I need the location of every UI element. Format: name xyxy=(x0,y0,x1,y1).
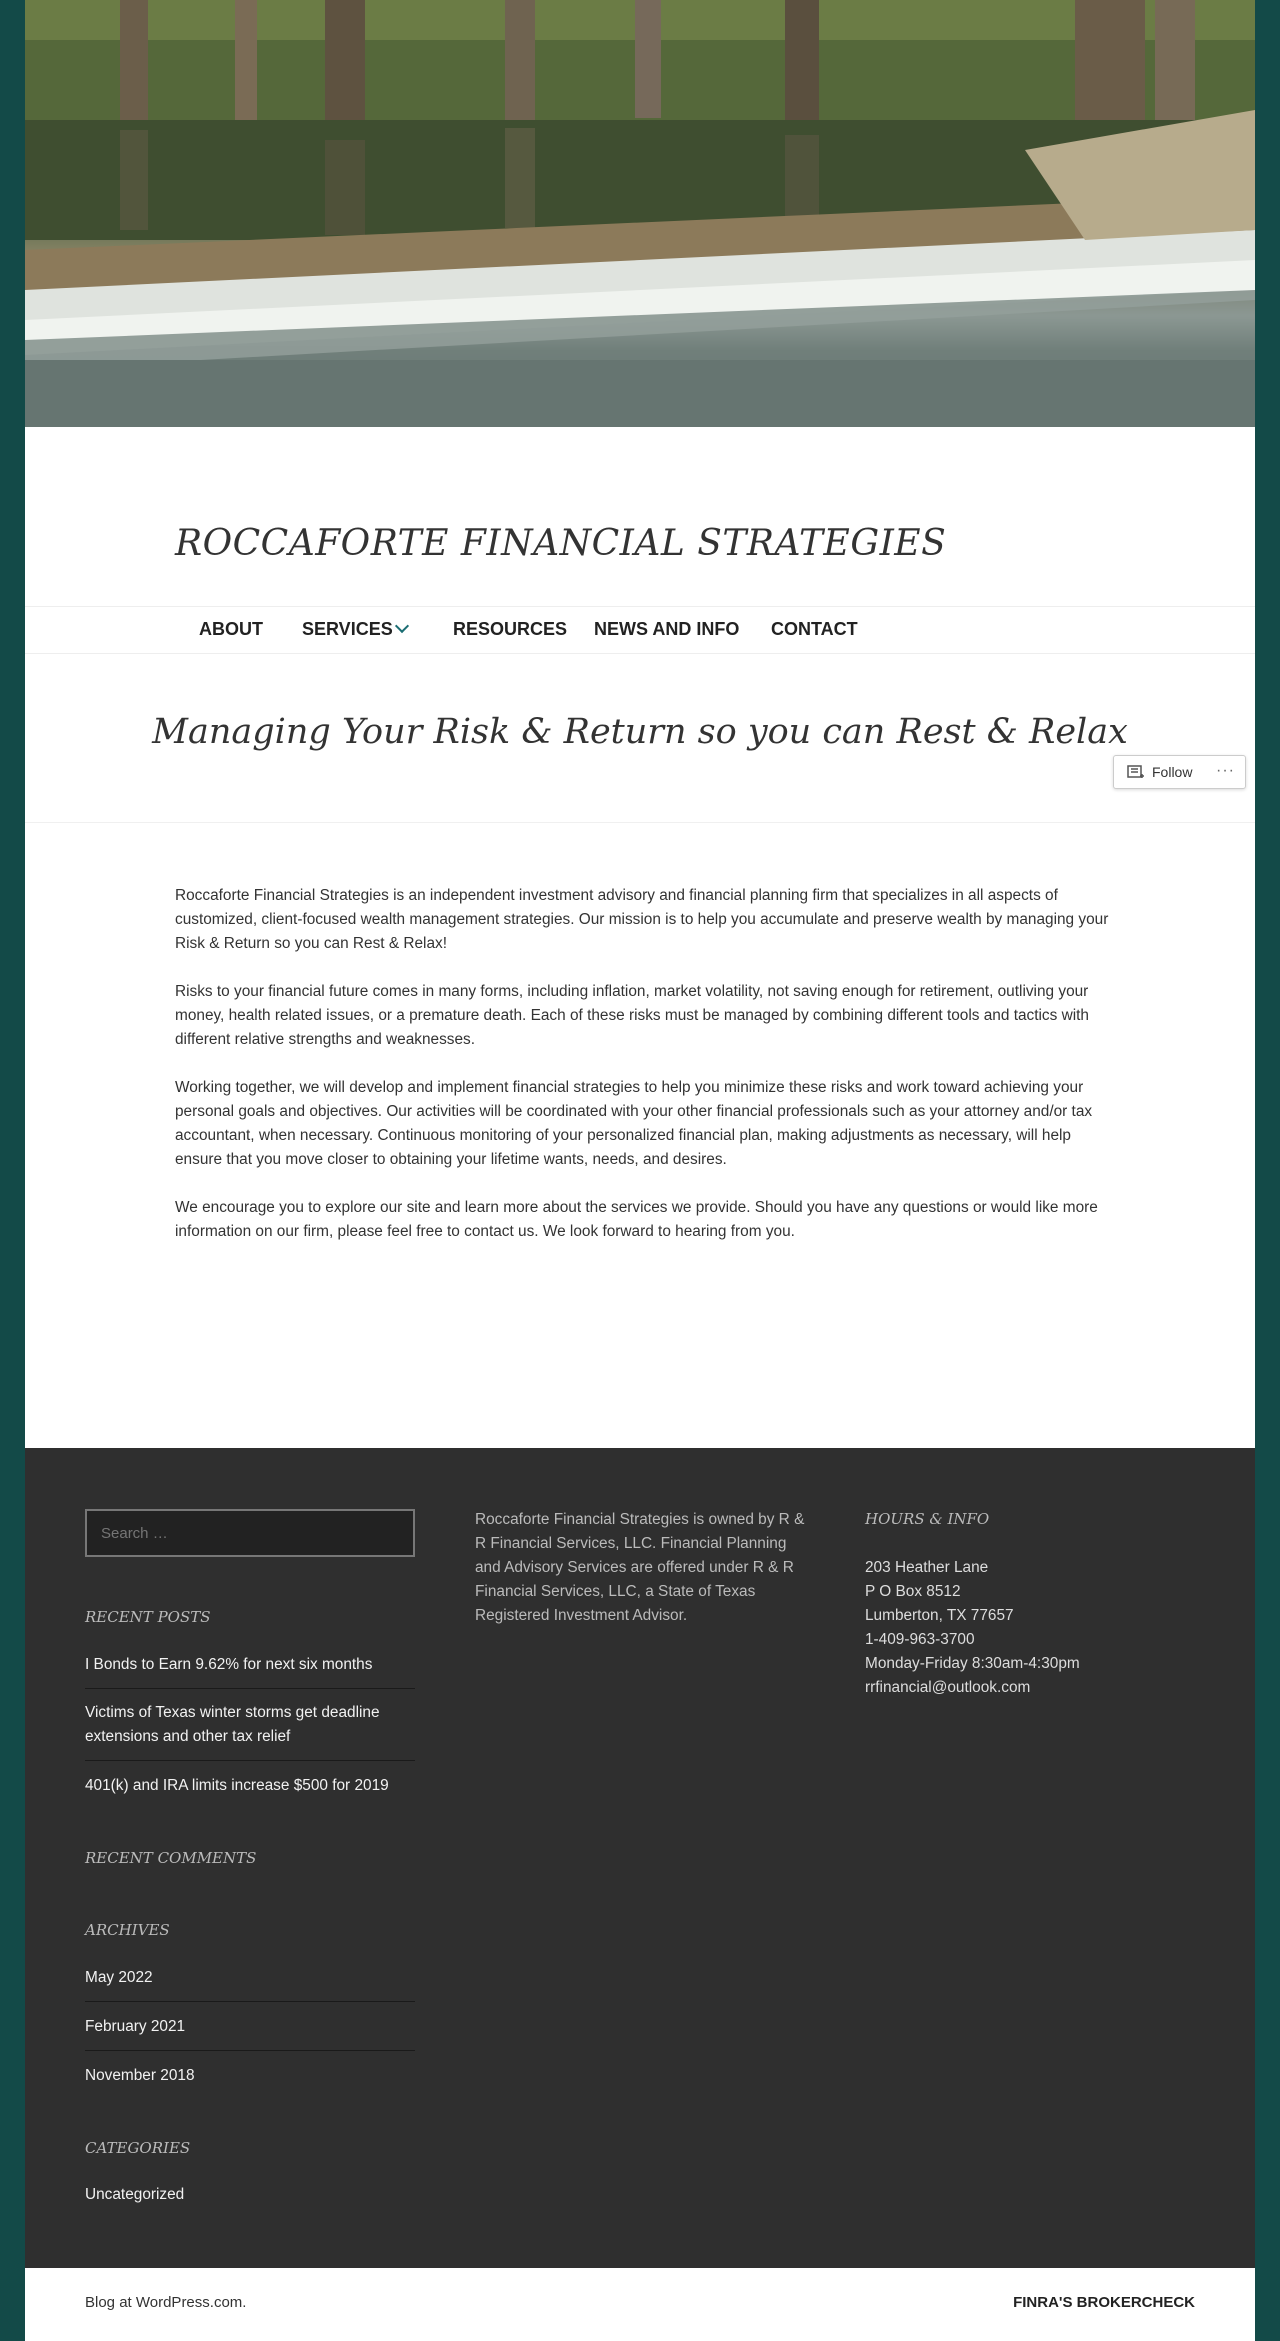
site-title[interactable]: ROCCAFORTE FINANCIAL STRATEGIES xyxy=(175,523,947,564)
address-line: P O Box 8512 xyxy=(865,1583,961,1600)
archive-link[interactable]: May 2022 xyxy=(85,1969,153,1986)
archive-link[interactable]: November 2018 xyxy=(85,2067,195,2084)
header-image xyxy=(25,0,1255,427)
recent-post-link[interactable]: 401(k) and IRA limits increase $500 for 2019 xyxy=(85,1777,389,1794)
recent-post-link[interactable]: Victims of Texas winter storms get deadline extensions and other tax relief xyxy=(85,1704,380,1745)
footer-widgets xyxy=(25,1448,1255,2268)
category-link[interactable]: Uncategorized xyxy=(85,2186,185,2203)
reader-follow-icon xyxy=(1127,765,1145,780)
wordpress-credit-link[interactable]: Blog at WordPress.com. xyxy=(85,2294,247,2311)
chevron-down-icon[interactable] xyxy=(395,619,409,633)
email-address: rrfinancial@outlook.com xyxy=(865,1679,1031,1696)
waterfall-landscape-image xyxy=(25,0,1255,427)
divider xyxy=(85,1760,415,1761)
nav-item-contact[interactable]: CONTACT xyxy=(771,619,858,639)
follow-button[interactable] xyxy=(1113,755,1246,789)
address-line: Lumberton, TX 77657 xyxy=(865,1607,1014,1624)
page-container xyxy=(25,0,1255,2341)
hours-info-title: HOURS & INFO xyxy=(865,1510,990,1528)
divider xyxy=(25,822,1255,823)
more-options-icon[interactable]: ··· xyxy=(1216,762,1235,779)
nav-item-news-and-info[interactable]: NEWS AND INFO xyxy=(594,619,740,639)
archive-link[interactable]: February 2021 xyxy=(85,2018,186,2035)
phone-number: 1-409-963-3700 xyxy=(865,1631,975,1648)
finra-brokercheck-link[interactable]: FINRA'S BROKERCHECK xyxy=(1013,2294,1195,2311)
archives-title: ARCHIVES xyxy=(85,1921,170,1939)
content-paragraph: Roccaforte Financial Strategies is an independent investment advisory and financial planning firm that specializes in all aspects of customized, client-focused wealth management strategies. Our mission is to help you accumulate and preserve wealth by managing your Risk & Return so you can Rest & Relax! xyxy=(175,887,1109,952)
page-title: Managing Your Risk & Return so you can Rest & Relax xyxy=(152,712,1128,752)
about-text: Roccaforte Financial Strategies is owned by R & R Financial Services, LLC. Financial Planning and Advisory Services are offered under R & R Financial Services, LLC, a State of Texas Registered Investment Advisor. xyxy=(475,1511,805,1624)
nav-item-services[interactable]: SERVICES xyxy=(302,619,393,639)
content-paragraph: We encourage you to explore our site and learn more about the services we provide. Should you have any questions or would like more information on our firm, please feel free to contact us. We look forward to hearing from you. xyxy=(175,1199,1098,1240)
main-navigation xyxy=(25,606,1255,654)
nav-item-about[interactable]: ABOUT xyxy=(199,619,263,639)
divider xyxy=(85,1688,415,1689)
search-input[interactable] xyxy=(85,1509,415,1557)
address-line: 203 Heather Lane xyxy=(865,1559,989,1576)
recent-posts-title: RECENT POSTS xyxy=(85,1608,211,1626)
divider xyxy=(85,2001,415,2002)
business-hours: Monday-Friday 8:30am-4:30pm xyxy=(865,1655,1080,1672)
content-paragraph: Working together, we will develop and implement financial strategies to help you minimize these risks and work toward achieving your personal goals and objectives. Our activities will be coordinated with your other financial professionals such as your attorney and/or tax accountant, when necessary. Continuous monitoring of your personalized financial plan, making adjustments as necessary, will help ensure that you move closer to obtaining your lifetime wants, needs, and desires. xyxy=(175,1079,1093,1168)
follow-label: Follow xyxy=(1152,764,1193,780)
categories-title: CATEGORIES xyxy=(85,2139,191,2157)
divider xyxy=(85,2050,415,2051)
page-content xyxy=(175,884,1115,1268)
site-footer xyxy=(25,2268,1255,2341)
nav-item-resources[interactable]: RESOURCES xyxy=(453,619,568,639)
recent-post-link[interactable]: I Bonds to Earn 9.62% for next six months xyxy=(85,1656,373,1673)
content-paragraph: Risks to your financial future comes in many forms, including inflation, market volatility, not saving enough for retirement, outliving your money, health related issues, or a premature death. Each of these risks must be managed by combining different tools and tactics with different relative strengths and weaknesses. xyxy=(175,983,1089,1048)
recent-comments-title: RECENT COMMENTS xyxy=(85,1849,257,1867)
